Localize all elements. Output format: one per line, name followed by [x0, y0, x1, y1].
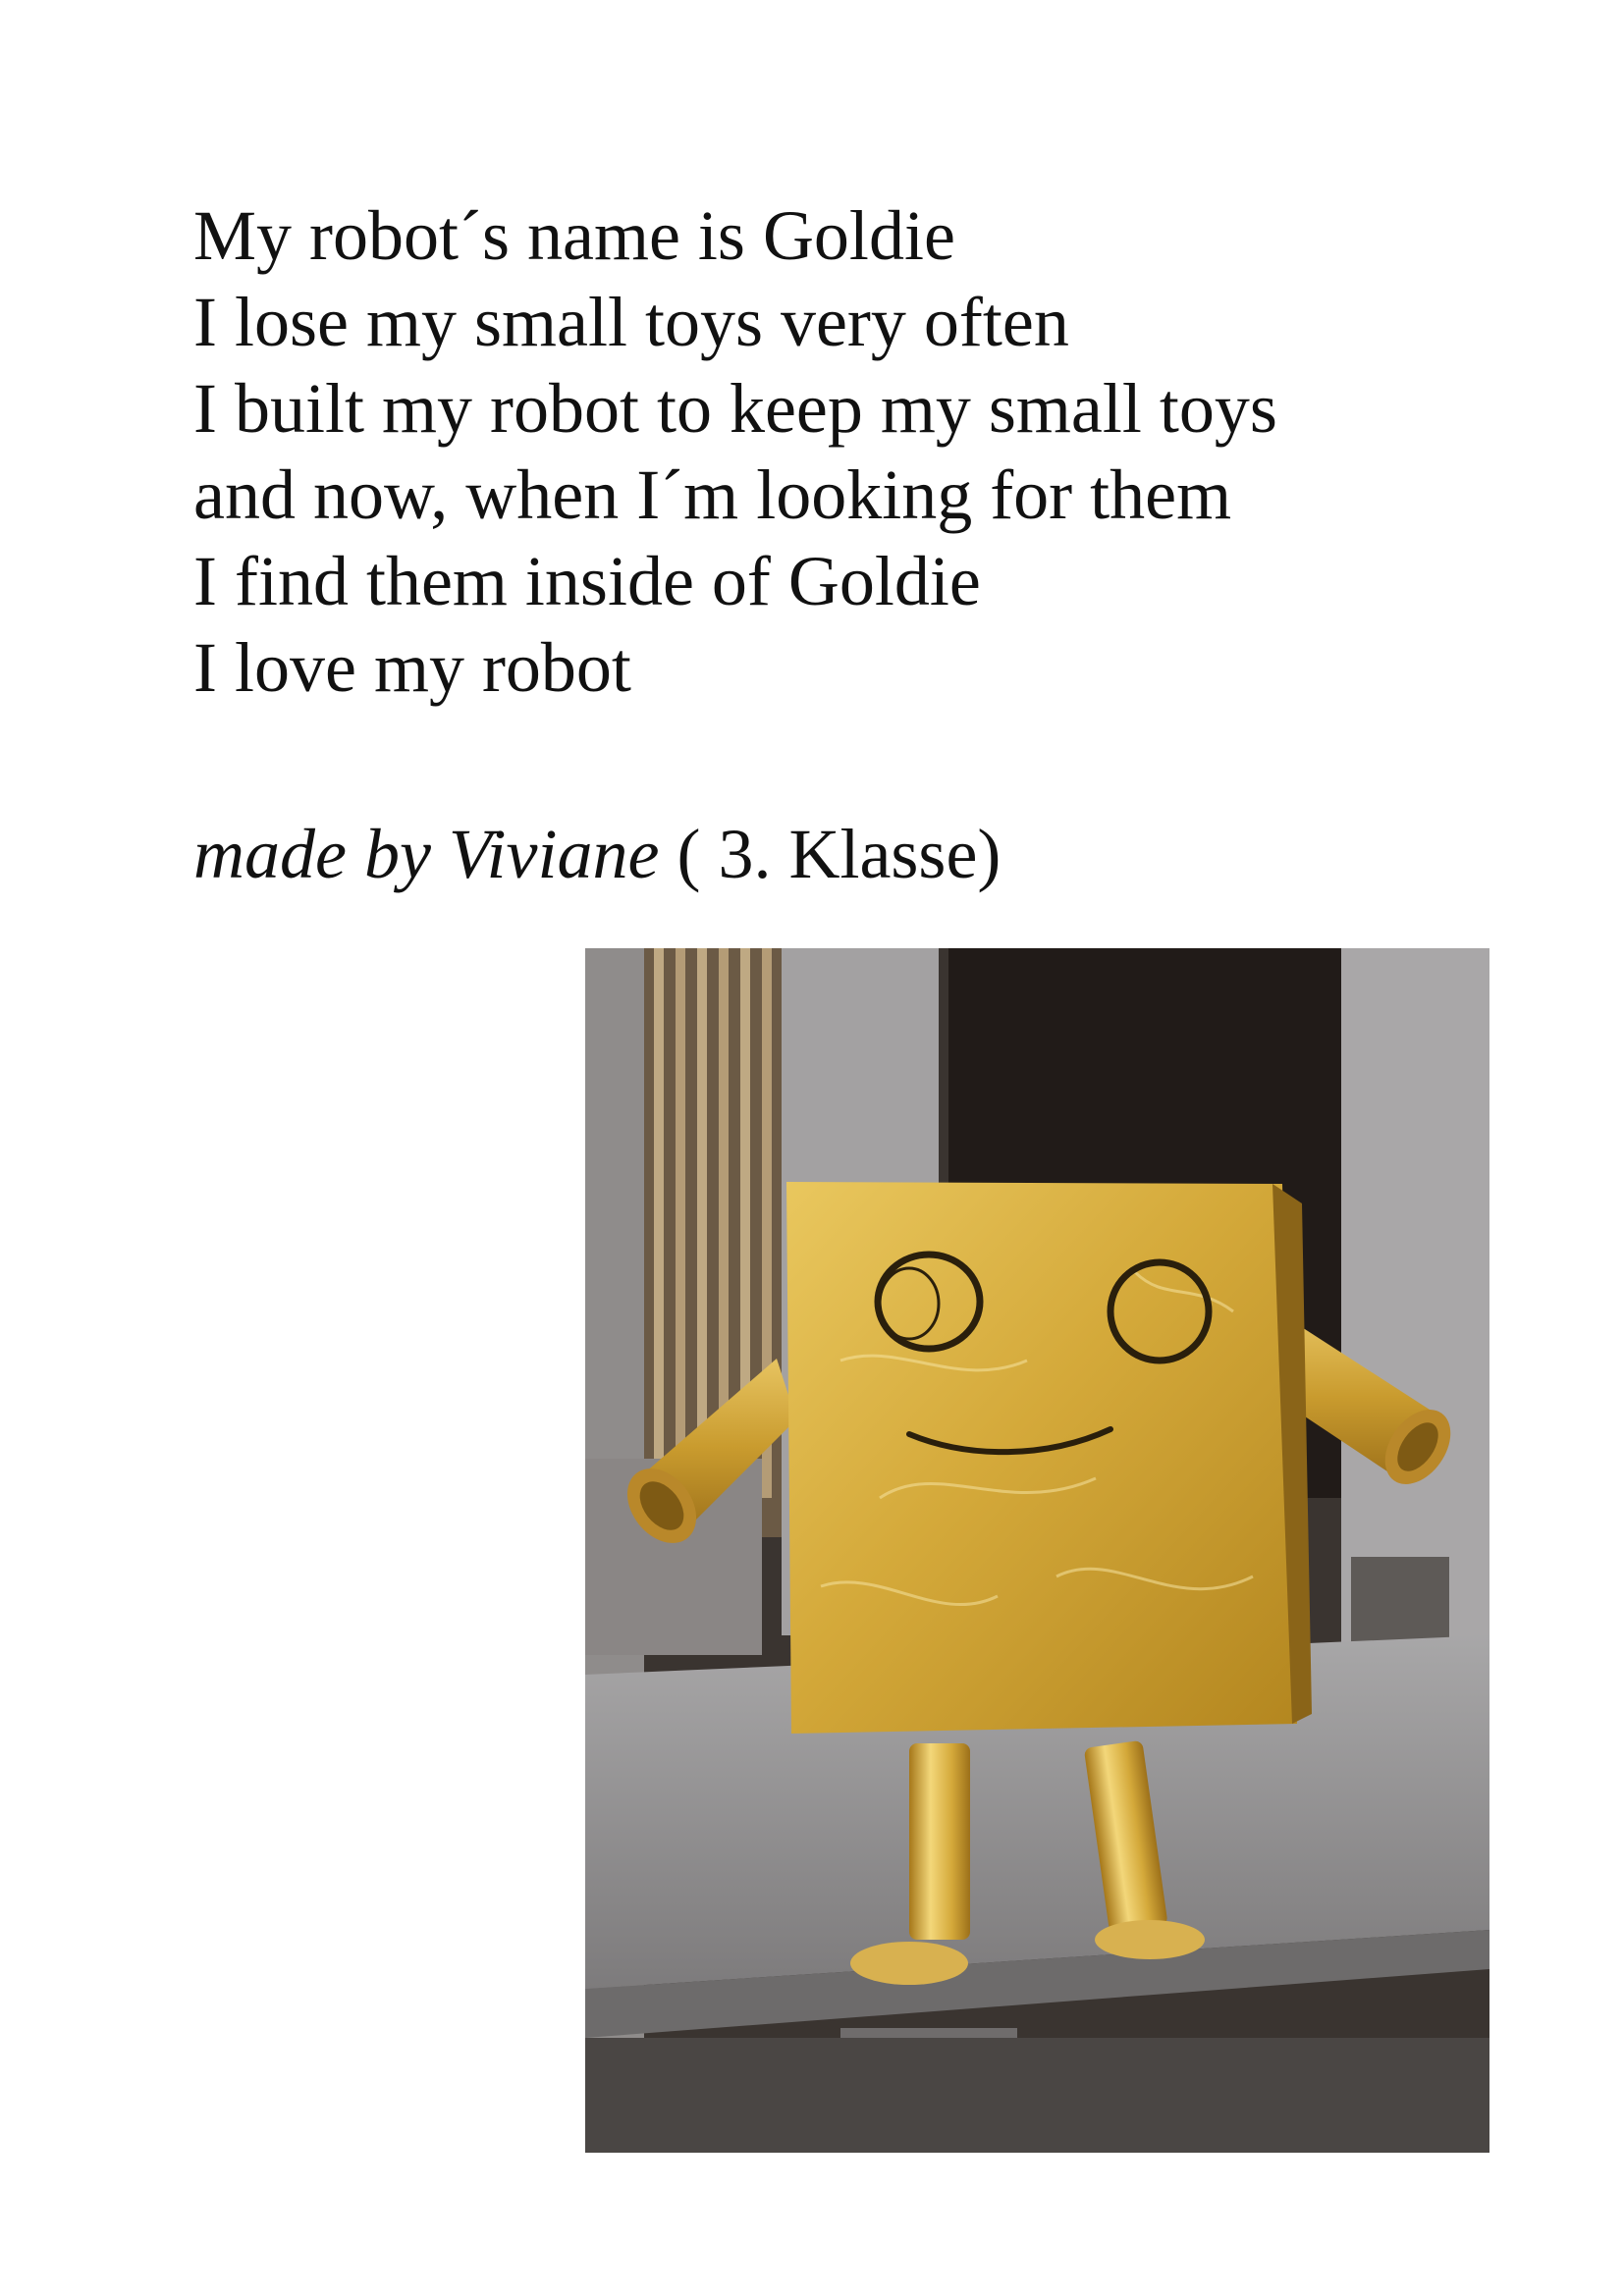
author-name: made by Viviane — [193, 815, 660, 893]
poem — [193, 192, 1277, 711]
poem-line: I built my robot to keep my small toys — [193, 369, 1277, 448]
robot-body — [786, 1182, 1297, 1734]
robot-photo — [585, 948, 1489, 2153]
author-grade: ( 3. Klasse) — [659, 815, 1001, 893]
poem-line: I love my robot — [193, 628, 631, 707]
robot-left-foot — [850, 1942, 968, 1985]
poem-line: and now, when I´m looking for them — [193, 455, 1232, 534]
poem-line: I lose my small toys very often — [193, 283, 1069, 361]
robot-photo-illustration — [585, 948, 1489, 2153]
robot-right-foot — [1095, 1920, 1205, 1959]
poem-line: I find them inside of Goldie — [193, 542, 981, 620]
robot-left-leg — [909, 1743, 970, 1940]
author-credit — [193, 811, 1001, 897]
poem-line: My robot´s name is Goldie — [193, 196, 955, 275]
